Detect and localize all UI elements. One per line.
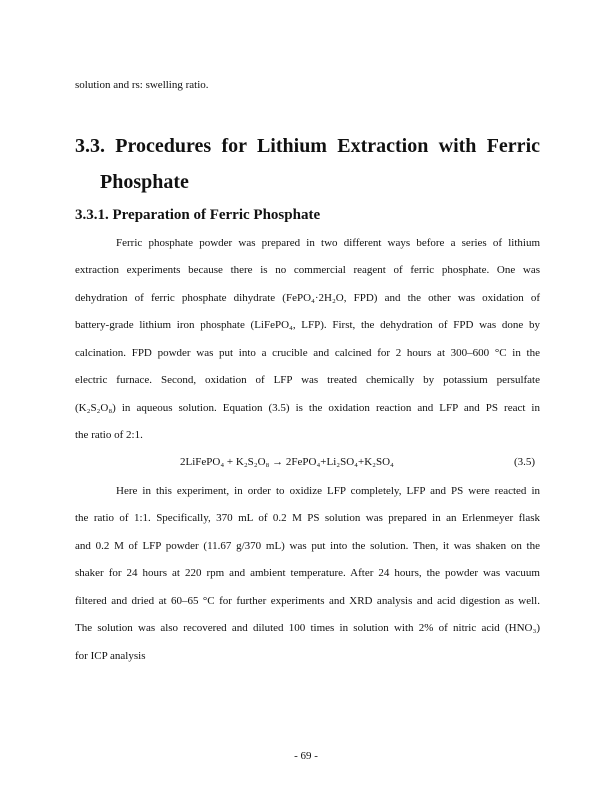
paragraph-line: for ICP analysis bbox=[75, 650, 146, 662]
paragraph-line: calcination. FPD powder was put into a crucible and calcined for 2 hours at 300–600 °C in the bbox=[75, 347, 540, 359]
paragraph-line: battery-grade lithium iron phosphate (LiFePO₄, LFP). First, the dehydration of FPD was done by bbox=[75, 319, 540, 331]
paragraph-line: The solution was also recovered and diluted 100 times in solution with 2% of nitric acid (HNO₃) bbox=[75, 622, 540, 634]
paragraph-line: Ferric phosphate powder was prepared in two different ways before a series of lithium bbox=[116, 237, 540, 249]
paragraph-line: the ratio of 1:1. Specifically, 370 mL of 0.2 M PS solution was prepared in an Erlenmeyer flask bbox=[75, 512, 540, 524]
paragraph-line: shaker for 24 hours at 220 rpm and ambient temperature. After 24 hours, the powder was vacuum bbox=[75, 567, 540, 579]
section-heading-continued: Phosphate bbox=[100, 171, 189, 193]
subsection-heading: 3.3.1. Preparation of Ferric Phosphate bbox=[75, 207, 321, 223]
section-heading: 3.3. Procedures for Lithium Extraction with Ferric bbox=[75, 135, 540, 157]
paragraph-line: extraction experiments because there is no commercial reagent of ferric phosphate. One was bbox=[75, 264, 540, 276]
paragraph-line: (K₂S₂O₈) in aqueous solution. Equation (3.5) is the oxidation reaction and LFP and PS react in bbox=[75, 402, 540, 414]
paragraph-line: electric furnace. Second, oxidation of LFP was treated chemically by potassium persulfate bbox=[75, 374, 540, 386]
paragraph-line: filtered and dried at 60–65 °C for further experiments and XRD analysis and acid digestion as well. bbox=[75, 595, 540, 607]
paragraph-line: and 0.2 M of LFP powder (11.67 g/370 mL) was put into the solution. Then, it was shaken on the bbox=[75, 540, 540, 552]
continuation-text: solution and rs: swelling ratio. bbox=[75, 79, 209, 91]
paragraph-line: Here in this experiment, in order to oxidize LFP completely, LFP and PS were reacted in bbox=[116, 485, 540, 497]
equation-number: (3.5) bbox=[514, 456, 536, 468]
paragraph-line: dehydration of ferric phosphate dihydrate (FePO₄·2H₂O, FPD) and the other was oxidation of bbox=[75, 292, 540, 304]
equation: 2LiFePO₄ + K₂S₂O₈ → 2FePO₄+Li₂SO₄+K₂SO₄ bbox=[180, 456, 394, 468]
paragraph-line: the ratio of 2:1. bbox=[75, 429, 143, 441]
page-number: - 69 - bbox=[294, 750, 318, 762]
